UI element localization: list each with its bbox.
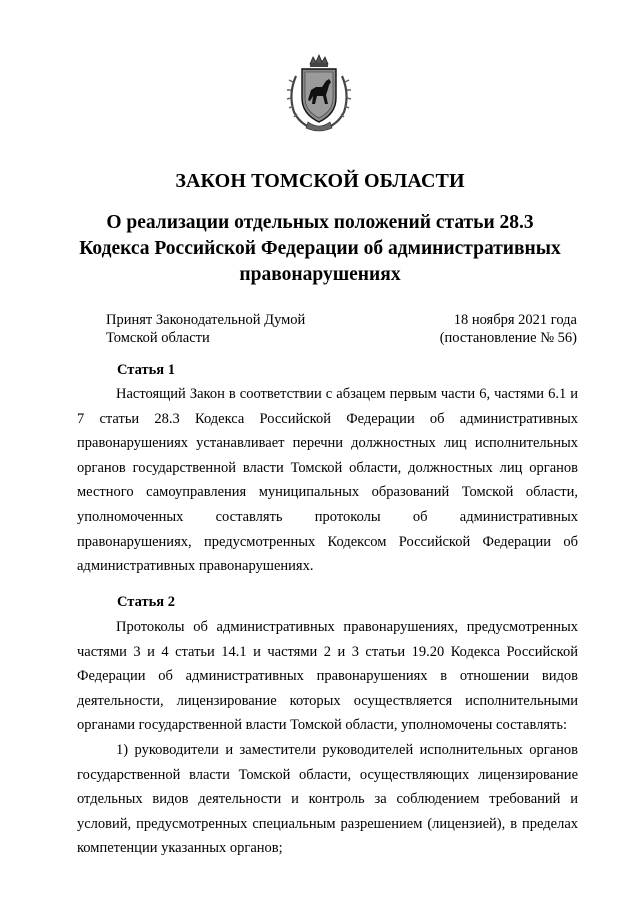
- article-2-heading: Статья 2: [117, 594, 175, 610]
- article-1-text: Настоящий Закон в соответствии с абзацем первым части 6, частями 6.1 и 7 статьи 28.3 Кодекса Российской Федерации об административных правонарушениях устанавливает перечни должностных лиц исполнительных органов государственной власти Томской области, должностных лиц органов местного самоуправления муниципальных образований Томской области, уполномоченных составлять протоколы об административных правонарушениях, предусмотренных Кодексом Российской Федерации об административных правонарушениях.: [77, 386, 578, 575]
- article-2-item-1: 1) руководители и заместители руководителей исполнительных органов государственной власти Томской области, осуществляющих лицензирование отдельных видов деятельности и контроль за соблюдением требований и условий, предусмотренных специальным разрешением (лицензией), в пределах компетенции указанных органов;: [77, 742, 578, 857]
- resolution-number: (постановление № 56): [439, 330, 577, 346]
- adoption-date-text: 18 ноября 2021 года: [453, 312, 577, 328]
- coat-of-arms-icon: [286, 54, 352, 132]
- law-subject: [70, 210, 570, 288]
- adoption-date: [440, 311, 577, 347]
- law-subject-line: О реализации отдельных положений статьи 28.3: [106, 212, 534, 233]
- adoption-body-line: Принят Законодательной Думой: [106, 312, 306, 328]
- law-subject-line: правонарушениях: [239, 264, 401, 285]
- law-subject-line: Кодекса Российской Федерации об административных: [79, 238, 561, 259]
- article-2-text: Протоколы об административных правонарушениях, предусмотренных частями 3 и 4 статьи 14.1 и частями 2 и 3 статьи 19.20 Кодекса Российской Федерации об административных правонарушениях в отношении видов деятельности, лицензирование которых осуществляется исполнительными органами государственной власти Томской области, уполномочены составлять:: [77, 619, 578, 734]
- article-1-heading: Статья 1: [117, 362, 175, 378]
- adoption-body: [106, 311, 305, 347]
- adoption-body-line: Томской области: [106, 330, 210, 346]
- law-title: ЗАКОН ТОМСКОЙ ОБЛАСТИ: [175, 170, 465, 192]
